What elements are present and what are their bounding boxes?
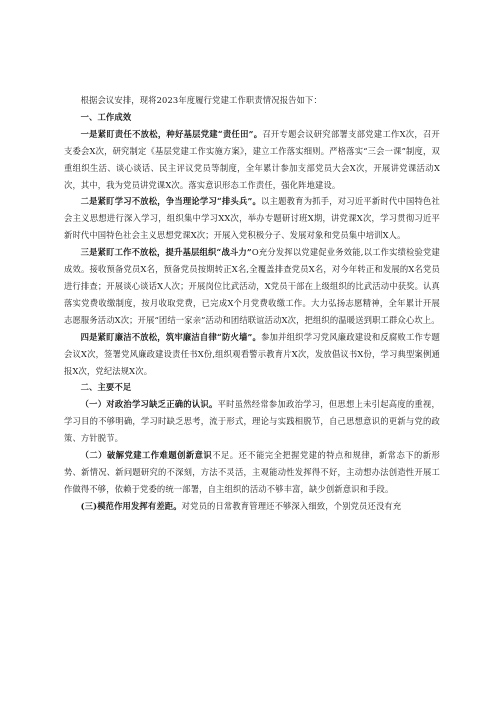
paragraph-7-body: 对党员的日常教育管理还不够深入细致，个别党员还没有充 bbox=[181, 500, 402, 511]
paragraph-3-lead: 三是紧盯工作不放松，提升基层组织“战斗力” bbox=[80, 247, 252, 258]
intro-paragraph: 根据会议安排，现将2023年度履行党建工作职责情况报告如下： bbox=[80, 95, 322, 105]
paragraph-6 bbox=[64, 447, 440, 498]
paragraph-1 bbox=[64, 126, 440, 194]
paragraph-2 bbox=[64, 193, 440, 244]
paragraph-1-lead: 一是紧盯责任不放松，种好基层党建“责任田”。 bbox=[80, 128, 263, 139]
paragraph-1-body: 召开专题会议研究部署支部党建工作X次，召开支委会X次，研究制定《基层党建工作实施方案》，建立工作落实细则。严格落实“三会一课”制度，双重组织生活、谈心谈话、民主评议党员等制度，全年累计参加支部党员大会X次，开展讲党课活动X次，其中，我为党员讲党课X次。落实意识形态工作责任，强化阵地建设。 bbox=[64, 128, 440, 190]
paragraph-4 bbox=[64, 329, 440, 380]
paragraph-6-body: 不足。还不能完全把握党建的特点和规律，新常态下的新形势、新情况、新问题研究的不深刻，方法不灵活，主观能动性发挥得不好，主动想办法创造性开展工作做得不够，依赖于党委的统一部署，自主组织的活动不够丰富，缺少创新意识和手段。 bbox=[64, 450, 440, 494]
paragraph-5-lead: （一）对政治学习缺乏正确的认识。 bbox=[80, 399, 218, 410]
section-1-title: 一、工作成效 bbox=[80, 111, 132, 122]
section-2-title: 二、主要不足 bbox=[80, 382, 132, 393]
paragraph-7-lead: (三)模范作用发挥有差距。 bbox=[80, 500, 182, 511]
paragraph-4-body: 参加并组织学习党风廉政建设和反腐败工作专题会议X次，签署党风廉政建设责任书X份,组织观看警示教育片X次，发放倡议书X份，学习典型案例通报X次，党纪法规X次。 bbox=[64, 331, 440, 376]
paragraph-7 bbox=[64, 498, 440, 515]
paragraph-3 bbox=[64, 244, 440, 329]
paragraph-3-body: O充分发挥以党建促业务效能,以工作实绩检验党建成效。接收预备党员X名，预备党员按期转正X名,全覆盖排查党员X名，对今年转正和发展的X名党员进行排查；开展谈心谈话X人次；开展岗位比武活动，X党员干部在上级组织的比武活动中获奖。认真落实党费收缴制度，按月收取党费，已完成X个月党费收缴工作。大力弘扬志愿精神，全年累计开展志愿服务活动X次；开展“团结一家亲”活动和团结联谊活动X次，把组织的温暖送到职工群众心坎上。 bbox=[64, 247, 440, 325]
paragraph-5 bbox=[64, 396, 440, 447]
paragraph-2-lead: 二是紧盯学习不放松，争当理论学习“排头兵”。 bbox=[80, 196, 262, 207]
paragraph-2-body: 以主题教育为抓手，对习近平新时代中国特色社会主义思想进行深入学习，组织集中学习XX次，举办专题研讨班X期，讲党课X次，学习贯彻习近平新时代中国特色社会主义思想党课X次；开展入党积极分子、发展对象和党员集中培训X人。 bbox=[64, 196, 440, 241]
paragraph-5-body: 平时虽然经常参加政治学习，但思想上未引起高度的重视，学习目的不够明确，学习时缺乏思考，流于形式，理论与实践相脱节，自己思想意识的更新与党的政策、方针脱节。 bbox=[64, 399, 441, 444]
paragraph-6-lead: （二）破解党建工作难题创新意识 bbox=[80, 450, 213, 461]
paragraph-4-lead: 四是紧盯廉洁不放松，筑牢廉洁自律“防火墙”。 bbox=[80, 331, 262, 342]
